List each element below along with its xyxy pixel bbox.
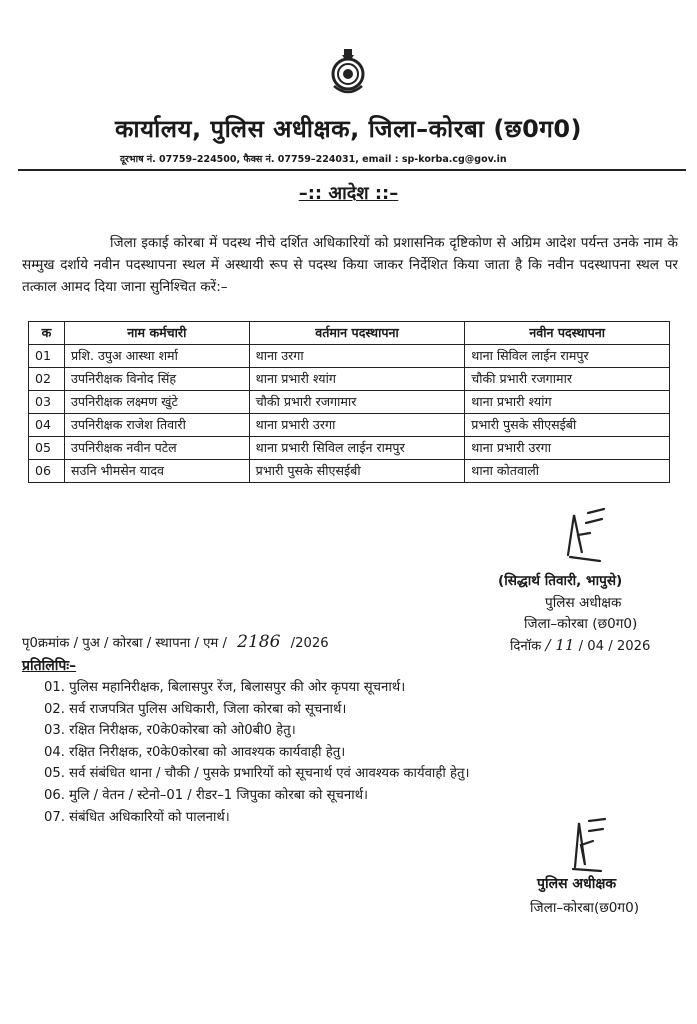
- cell-sn: 05: [29, 437, 65, 460]
- signatory-district: जिला–कोरबा (छ0ग0): [524, 616, 638, 632]
- cell-new: चौकी प्रभारी रजगामार: [465, 368, 670, 391]
- cell-current: चौकी प्रभारी रजगामार: [249, 391, 465, 414]
- list-item: 06. मुलि / वेतन / स्टेनो–01 / रीडर–1 जिपुका कोरबा को सूचनार्थ।: [44, 787, 369, 803]
- cell-name: प्रशि. उपुअ आस्था शर्मा: [64, 345, 249, 368]
- list-item: 02. सर्व राजपत्रित पुलिस अधिकारी, जिला कोरबा को सूचनार्थ।: [44, 701, 347, 717]
- col-header-new: नवीन पदस्थापना: [465, 322, 670, 345]
- cell-new: प्रभारी पुसके सीएसईबी: [465, 414, 670, 437]
- header-divider: [18, 169, 686, 171]
- cell-new: थाना प्रभारी उरगा: [465, 437, 670, 460]
- office-title: कार्यालय, पुलिस अधीक्षक, जिला–कोरबा (छ0ग0): [115, 115, 582, 143]
- col-header-sn: क: [29, 322, 65, 345]
- cell-sn: 02: [29, 368, 65, 391]
- reference-prefix: पृ0क्रमांक / पुअ / कोरबा / स्थापना / एम /: [22, 636, 227, 651]
- list-item: 05. सर्व संबंधित थाना / चौकी / पुसके प्रभारियों को सूचनार्थ एवं आवश्यक कार्यवाही हेतु।: [44, 766, 470, 782]
- table-row: [29, 460, 670, 483]
- cell-name: उपनिरीक्षक लक्ष्मण खुंटे: [64, 391, 249, 414]
- footer-district: जिला–कोरबा(छ0ग0): [530, 900, 640, 916]
- cell-new: थाना कोतवाली: [465, 460, 670, 483]
- cell-new: थाना सिविल लाईन रामपुर: [465, 345, 670, 368]
- police-emblem-icon: [328, 48, 368, 96]
- copy-heading: प्रतिलिपिः–: [22, 658, 77, 674]
- date-label: दिनॉक: [510, 639, 542, 654]
- list-item: 03. रक्षित निरीक्षक, र0के0कोरबा को ओ0बी0 हेतु।: [44, 723, 296, 739]
- table-row: [29, 345, 670, 368]
- cell-current: थाना उरगा: [249, 345, 465, 368]
- cell-sn: 03: [29, 391, 65, 414]
- list-item: 07. संबंधित अधिकारियों को पालनार्थ।: [44, 809, 230, 825]
- col-header-name: नाम कर्मचारी: [64, 322, 249, 345]
- cell-name: उपनिरीक्षक विनोद सिंह: [64, 368, 249, 391]
- table-row: [29, 414, 670, 437]
- col-header-current: वर्तमान पदस्थापना: [249, 322, 465, 345]
- signatory-name: (सिद्धार्थ तिवारी, भापुसे): [498, 573, 623, 589]
- order-heading-text: –:: आदेश ::–: [298, 183, 399, 204]
- reference-year: /2026: [290, 636, 329, 651]
- reference-handwritten-number: 2186: [237, 632, 281, 652]
- cell-current: थाना प्रभारी सिविल लाईन रामपुर: [249, 437, 465, 460]
- list-item: 04. रक्षित निरीक्षक, र0के0कोरबा को आवश्यक कार्यवाही हेतु।: [44, 744, 346, 760]
- list-item: 01. पुलिस महानिरीक्षक, बिलासपुर रेंज, बिलासपुर की ओर कृपया सूचनार्थ।: [44, 680, 406, 695]
- order-heading: [0, 181, 697, 205]
- table-row: [29, 368, 670, 391]
- date-rest: / 04 / 2026: [578, 639, 651, 654]
- order-body: जिला इकाई कोरबा में पदस्थ नीचे दर्शित अधिकारियों को प्रशासनिक दृष्टिकोण से अग्रिम आदेश पर्यन्त उनके नाम के सम्मुख दर्शाये नवीन पदस्थापना स्थल में अस्थायी रूप से पदस्थ किया जाकर निर्देशित किया जाता है कि नवीन पदस्थापना स्थल पर तत्काल आमद दिया जाना सुनिश्चित करें:–: [22, 235, 678, 295]
- cell-sn: 01: [29, 345, 65, 368]
- date-day: / 11: [545, 636, 575, 654]
- copy-list: [44, 677, 469, 828]
- reference-date: [510, 636, 650, 654]
- cell-name: उपनिरीक्षक नवीन पटेल: [64, 437, 249, 460]
- cell-current: थाना प्रभारी श्यांग: [249, 368, 465, 391]
- cell-current: थाना प्रभारी उरगा: [249, 414, 465, 437]
- table-row: [29, 391, 670, 414]
- cell-current: प्रभारी पुसके सीएसईबी: [249, 460, 465, 483]
- contact-line: दूरभाष नं. 07759–224500, फैक्स नं. 07759–224031, email : sp-korba.cg@gov.in: [120, 154, 507, 165]
- signatory-designation: पुलिस अधीक्षक: [545, 595, 622, 611]
- footer-designation: पुलिस अधीक्षक: [537, 876, 617, 892]
- table-header-row: [29, 322, 670, 345]
- cell-sn: 06: [29, 460, 65, 483]
- table-row: [29, 437, 670, 460]
- cell-sn: 04: [29, 414, 65, 437]
- postings-table: [28, 321, 670, 483]
- handwritten-signature: [560, 505, 610, 565]
- reference-number: [22, 632, 329, 652]
- handwritten-signature: [565, 815, 610, 873]
- cell-name: उपनिरीक्षक राजेश तिवारी: [64, 414, 249, 437]
- cell-name: सउनि भीमसेन यादव: [64, 460, 249, 483]
- cell-new: थाना प्रभारी श्यांग: [465, 391, 670, 414]
